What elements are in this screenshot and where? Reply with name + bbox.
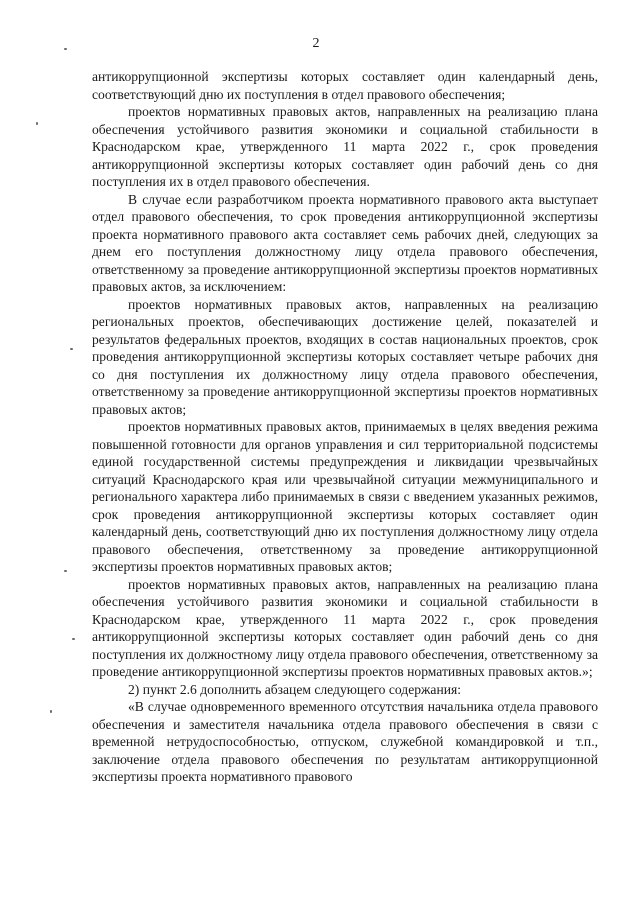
paragraph: проектов нормативных правовых актов, принимаемых в целях введения режима повышенной готовности для органов управления и сил территориальной подсистемы единой государственной системы предупреждения и ликвидации чрезвычайных ситуаций Краснодарского края или чрезвычайной ситуации межмуниципального и регионального характера либо принимаемых в связи с введением указанных режимов, срок проведения антикоррупционной экспертизы которых составляет один календарный день, соответствующий дню их поступления должностному лицу отдела правового обеспечения, ответственному за проведение антикоррупционной экспертизы проектов нормативных правовых актов;	[92, 419, 598, 574]
scan-mark	[64, 48, 67, 50]
list-item: 2) пункт 2.6 дополнить абзацем следующего содержания:	[128, 681, 462, 697]
document-text	[92, 68, 598, 786]
paragraph: проектов нормативных правовых актов, направленных на реализацию плана обеспечения устойчивого развития экономики и социальной стабильности в Краснодарском крае, утвержденного 11 марта 2022 г., срок проведения антикоррупционной экспертизы которых составляет один рабочий день со дня поступления их в отдел правового обеспечения.	[92, 104, 598, 189]
scan-mark	[72, 638, 75, 640]
paragraph: «В случае одновременного временного отсутствия начальника отдела правового обеспечения и заместителя начальника отдела правового обеспечения в связи с временной нетрудоспособностью, отпуском, служебной командировкой и т.п., заключение отдела правового обеспечения по результатам антикоррупционной экспертизы проекта нормативного правового	[92, 699, 598, 784]
paragraph: проектов нормативных правовых актов, направленных на реализацию региональных проектов, обеспечивающих достижение целей, показателей и результатов федеральных проектов, входящих в состав национальных проектов, срок проведения антикоррупционной экспертизы которых составляет четыре рабочих дня со дня поступления их должностному лицу отдела правового обеспечения, ответственному за проведение антикоррупционной экспертизы проектов нормативных правовых актов;	[92, 296, 598, 417]
scan-mark	[36, 122, 38, 125]
scan-mark	[50, 710, 52, 713]
paragraph: антикоррупционной экспертизы которых составляет один календарный день, соответствующий дню их поступления в отдел правового обеспечения;	[92, 69, 598, 102]
paragraph: проектов нормативных правовых актов, направленных на реализацию плана обеспечения устойчивого развития экономики и социальной стабильности в Краснодарском крае, утвержденного 11 марта 2022 г., срок проведения антикоррупционной экспертизы которых составляет один рабочий день со дня поступления их должностному лицу отдела правового обеспечения, ответственному за проведение антикоррупционной экспертизы проектов нормативных правовых актов.»;	[92, 576, 598, 679]
page-number: 2	[312, 36, 320, 51]
paragraph: В случае если разработчиком проекта нормативного правового акта выступает отдел правового обеспечения, то срок проведения антикоррупционной экспертизы проекта нормативного правового акта составляет семь рабочих дней, следующих за днем его поступления должностному лицу отдела правового обеспечения, ответственному за проведение антикоррупционной экспертизы проектов нормативных правовых актов, за исключением:	[92, 191, 598, 294]
scan-mark	[64, 570, 67, 572]
scan-mark	[70, 348, 73, 350]
